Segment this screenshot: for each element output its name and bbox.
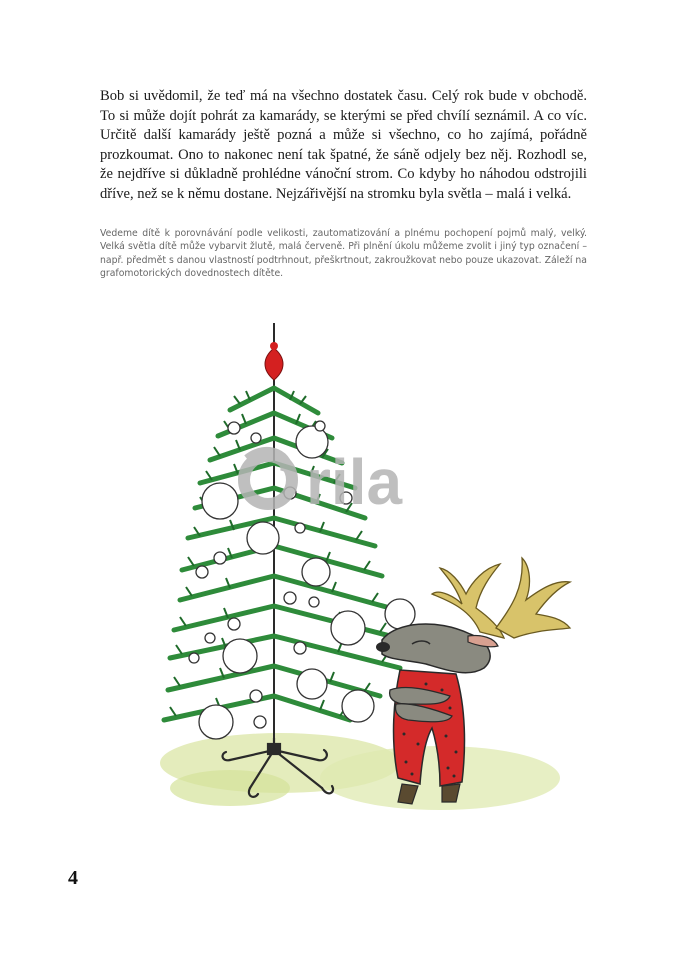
large-light xyxy=(342,690,374,722)
large-light xyxy=(297,669,327,699)
small-light xyxy=(315,421,325,431)
page-number: 4 xyxy=(68,867,78,889)
small-light xyxy=(214,552,226,564)
small-light xyxy=(196,566,208,578)
small-light xyxy=(228,618,240,630)
small-light xyxy=(205,633,215,643)
large-light xyxy=(247,522,279,554)
large-light xyxy=(331,611,365,645)
small-light xyxy=(250,690,262,702)
small-light xyxy=(228,422,240,434)
small-light xyxy=(189,653,199,663)
story-paragraph: Bob si uvědomil, že teď má na všechno dostatek času. Celý rok bude v obchodě. To si může dojít pohrát za kamarády, se kterými se před chvílí seznámil. A co víc. Určitě další kamarády ještě pozná a může si všechno, co ho zajímá, pořádně prozkoumat. Ono to nakonec není tak špatné, že sáně odjely bez něj. Rozhodl se, že nejdříve si důkladně prohlédne vánoční strom. Co kdyby ho náhodou odstrojili dříve, než se k němu dostane. Nejzářivější na stromku byla světla – malá i velká. xyxy=(100,88,587,202)
small-light xyxy=(309,597,319,607)
small-light xyxy=(294,642,306,654)
parent-instructions: Vedeme dítě k porovnávání podle velikosti, zautomatizování a plnému pochopení pojmů malý, velký. Velká světla dítě může vybarvit žlutě, malá červeně. Při plnění úkolu můžeme zvolit i jiný typ označení – např. předmět s danou vlastností podtrhnout, přeškrtnout, zakroužkovat nebo pouze ukazovat. Záleží na grafomotorických dovednostech dítěte. xyxy=(100,228,587,280)
tree-branches xyxy=(164,388,403,720)
small-light xyxy=(295,523,305,533)
large-light xyxy=(223,639,257,673)
christmas-tree-icon xyxy=(150,318,580,840)
small-light xyxy=(254,716,266,728)
tree-top-ornament xyxy=(265,342,283,380)
grass-patch xyxy=(170,770,290,806)
small-light xyxy=(284,592,296,604)
large-light xyxy=(199,705,233,739)
watermark-logo-icon xyxy=(228,440,478,520)
watermark-text: rila xyxy=(306,446,403,518)
large-light xyxy=(302,558,330,586)
